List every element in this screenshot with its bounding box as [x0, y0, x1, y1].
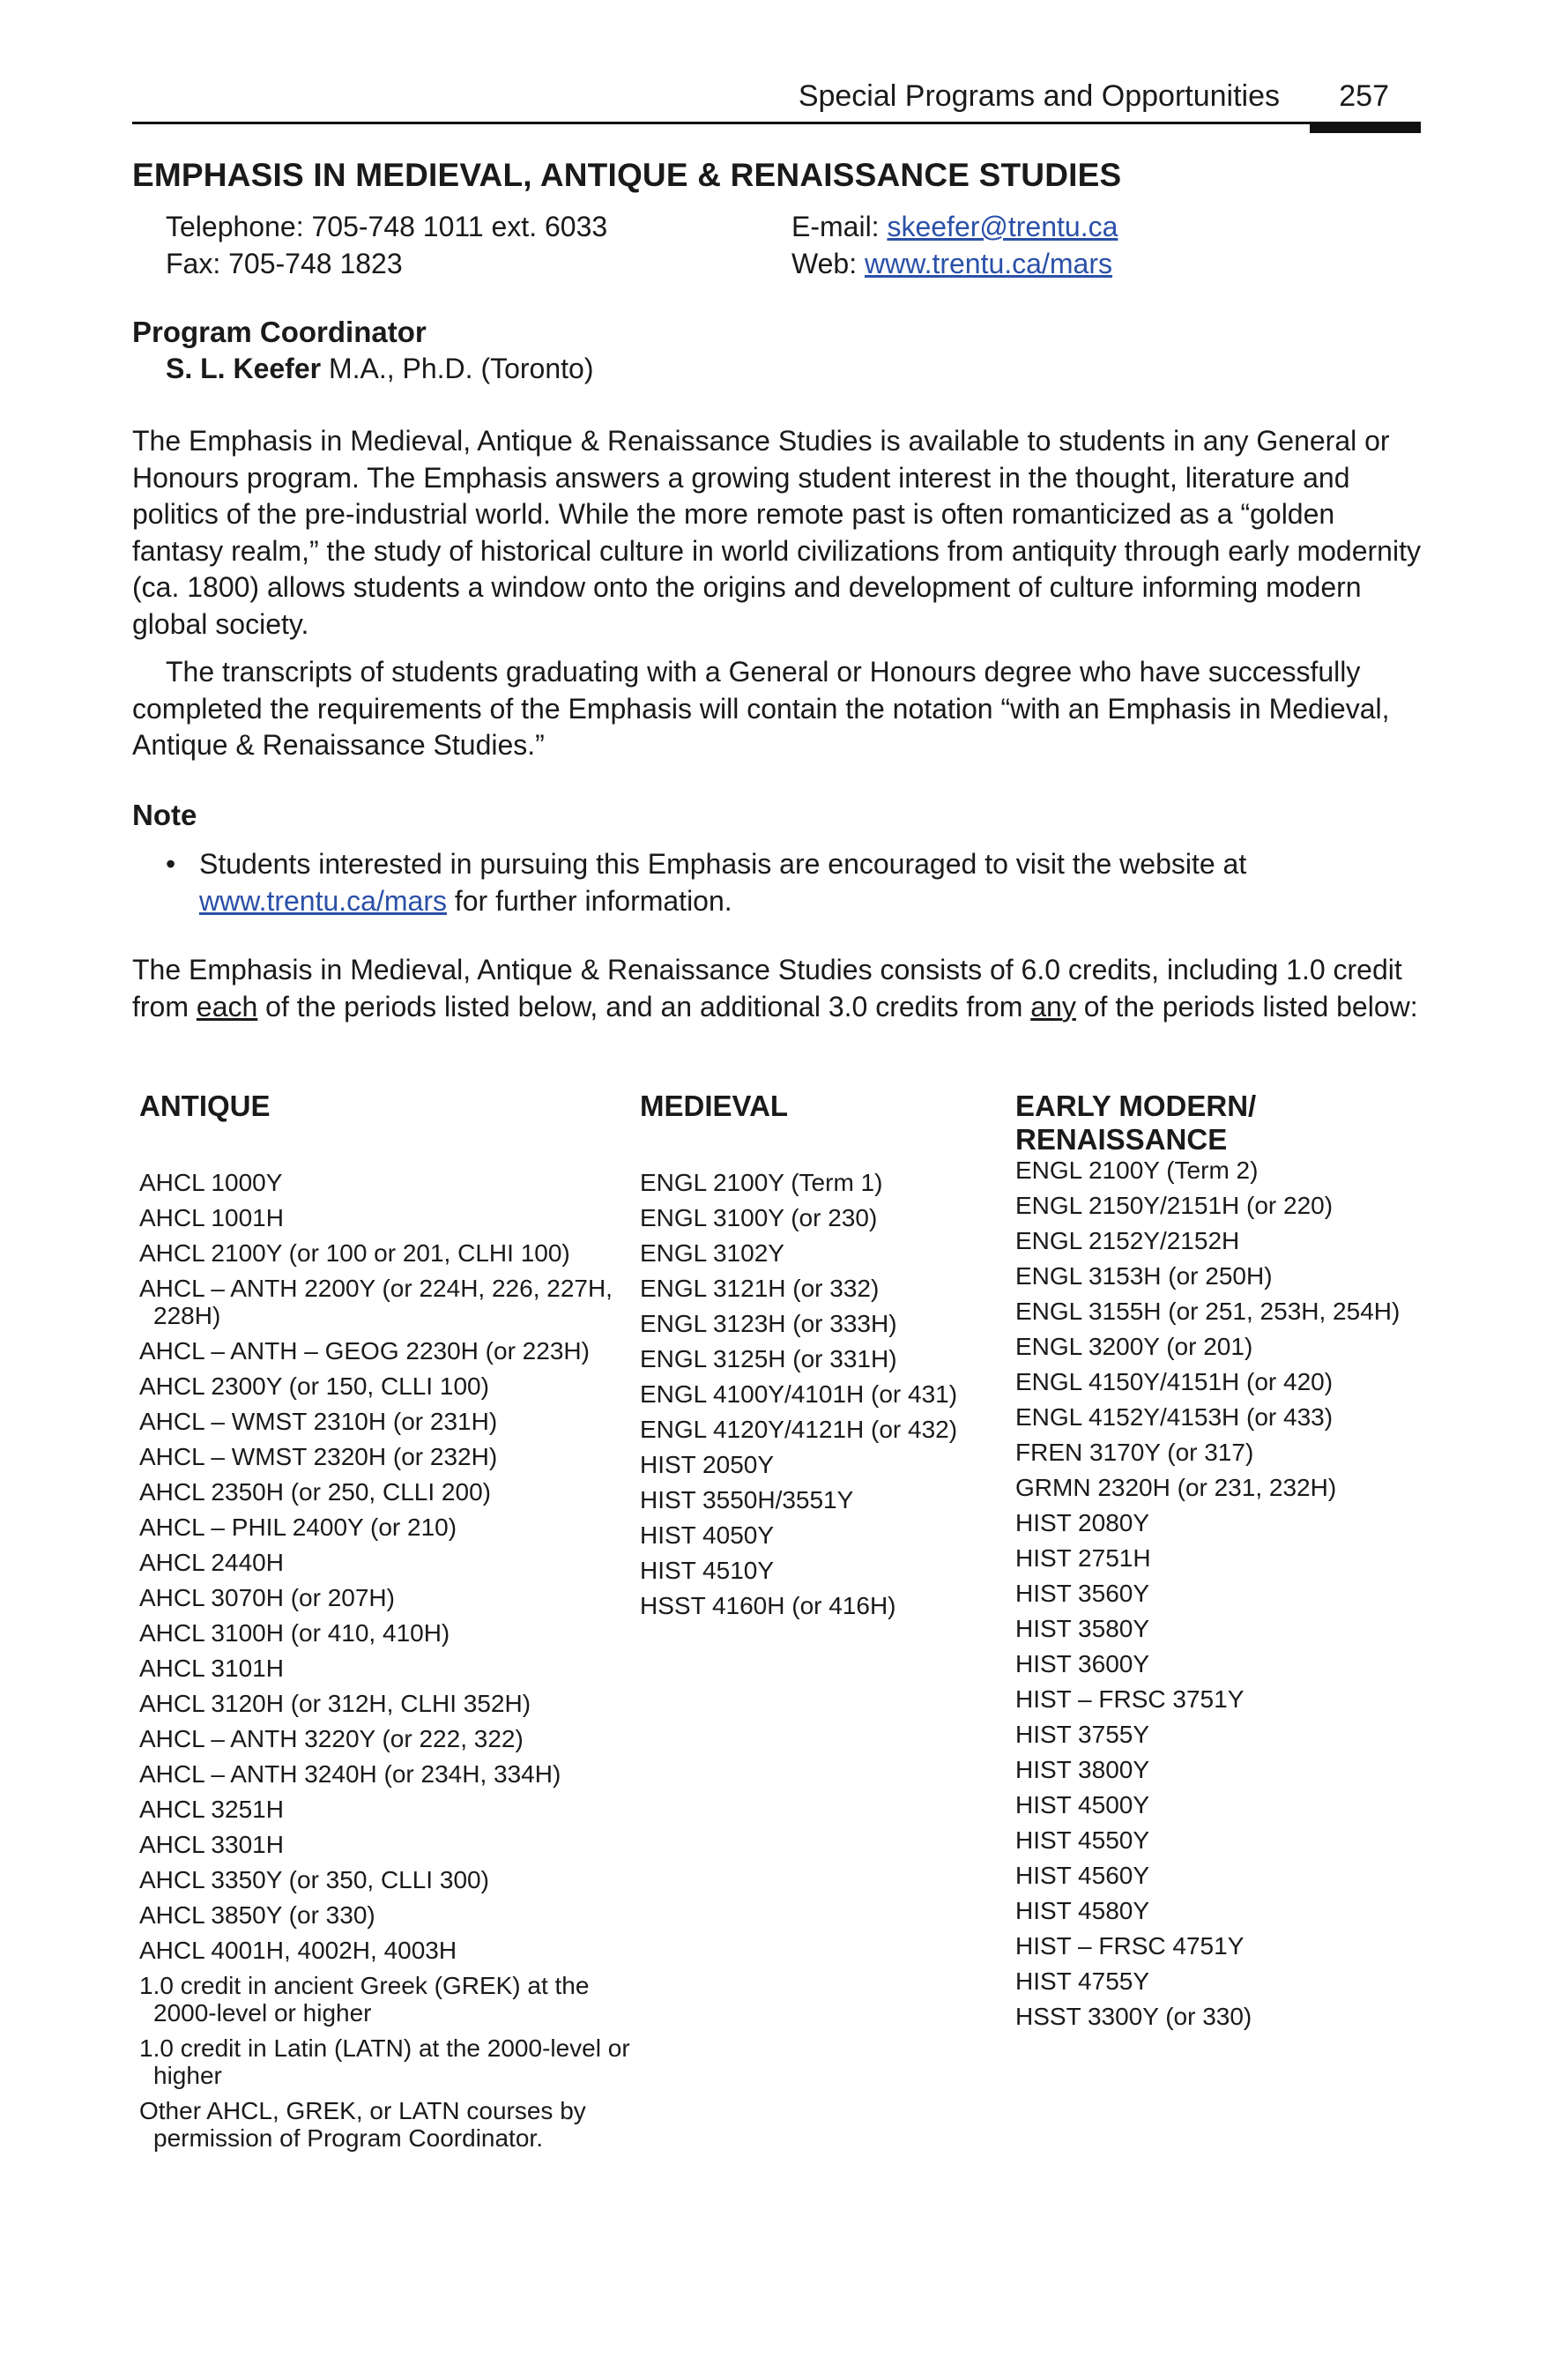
course-list-item: AHCL 3120H (or 312H, CLHI 352H)	[139, 1690, 531, 1717]
course-list-item: AHCL – ANTH 3240H (or 234H, 334H)	[139, 1760, 561, 1788]
course-list-item: HSST 4160H (or 416H)	[640, 1592, 896, 1619]
telephone-text: Telephone: 705-748 1011 ext. 6033	[166, 211, 608, 242]
transcript-paragraph: The transcripts of students graduating with a General or Honours degree who have successfully completed the requirements of the Emphasis will contain the notation “with an Emphasis in Medieval, Antique & Renaissance Studies.”	[132, 656, 1390, 761]
header-accent-bar	[1310, 123, 1421, 133]
coordinator-name: S. L. Keefer	[166, 353, 322, 384]
course-list-item: AHCL – ANTH – GEOG 2230H (or 223H)	[139, 1337, 590, 1365]
header-section-title: Special Programs and Opportunities	[798, 79, 1280, 113]
course-list-item: HIST 2080Y	[1015, 1509, 1150, 1536]
web-link[interactable]: www.trentu.ca/mars	[865, 248, 1112, 279]
course-list-item: AHCL 3070H (or 207H)	[139, 1584, 395, 1611]
course-list-item: ENGL 4120Y/4121H (or 432)	[640, 1416, 958, 1443]
fax-text: Fax: 705-748 1823	[166, 248, 403, 279]
course-list-item: HIST – FRSC 4751Y	[1015, 1932, 1245, 1960]
course-list-item: ENGL 4152Y/4153H (or 433)	[1015, 1403, 1334, 1431]
requirements-text-1: The Emphasis in Medieval, Antique & Renaissance Studies consists of 6.0 credits, including 1.0 credit from	[132, 954, 1402, 1023]
course-list-item: ENGL 2150Y/2151H (or 220)	[1015, 1192, 1334, 1219]
course-list-item: ENGL 3121H (or 332)	[640, 1275, 880, 1302]
page-number: 257	[1339, 79, 1389, 113]
contact-online	[791, 208, 1118, 282]
course-list-item: GRMN 2320H (or 231, 232H)	[1015, 1474, 1337, 1501]
course-list-item: AHCL 4001H, 4002H, 4003H	[139, 1937, 457, 1964]
course-list-item: HSST 3300Y (or 330)	[1015, 2003, 1252, 2030]
course-list-item: AHCL 1000Y	[139, 1169, 283, 1196]
contact-phone-fax	[166, 208, 607, 282]
course-list-item: AHCL – WMST 2320H (or 232H)	[139, 1443, 498, 1470]
course-list-item: HIST 4550Y	[1015, 1826, 1150, 1854]
medieval-column	[640, 1090, 992, 1619]
coordinator-name-line	[166, 353, 593, 385]
early-modern-heading: EARLY MODERN/ RENAISSANCE	[1015, 1090, 1257, 1156]
antique-course-list	[139, 1169, 633, 2160]
course-list-item: HIST 4050Y	[640, 1521, 775, 1549]
course-list-item: 1.0 credit in ancient Greek (GREK) at the 2000-level or higher	[139, 1972, 590, 2027]
course-list-item: HIST 4510Y	[640, 1557, 775, 1584]
course-list-item: HIST 3580Y	[1015, 1615, 1150, 1642]
course-list-item: HIST 4500Y	[1015, 1791, 1150, 1818]
course-list-item: AHCL 2100Y (or 100 or 201, CLHI 100)	[139, 1239, 570, 1267]
course-list-item: FREN 3170Y (or 317)	[1015, 1439, 1254, 1466]
course-list-item: HIST 4560Y	[1015, 1862, 1150, 1889]
note-bullet-item	[166, 846, 1416, 919]
course-list-item: AHCL 3101H	[139, 1655, 284, 1682]
course-list-item: HIST 4755Y	[1015, 1967, 1150, 1995]
email-link[interactable]: skeefer@trentu.ca	[887, 211, 1118, 242]
course-list-item: HIST 4580Y	[1015, 1897, 1150, 1924]
course-list-item: AHCL 3850Y (or 330)	[139, 1901, 375, 1929]
course-list-item: HIST 3550H/3551Y	[640, 1486, 854, 1514]
course-list-item: HIST 2751H	[1015, 1544, 1151, 1572]
course-list-item: 1.0 credit in Latin (LATN) at the 2000-level or higher	[139, 2034, 630, 2089]
antique-heading: ANTIQUE	[139, 1090, 271, 1122]
email-line	[791, 208, 1118, 245]
course-list-item: AHCL 2300Y (or 150, CLLI 100)	[139, 1372, 489, 1400]
course-list-item: AHCL 3100H (or 410, 410H)	[139, 1619, 450, 1647]
early-modern-column	[1015, 1090, 1403, 2030]
email-label: E-mail:	[791, 211, 888, 242]
course-list-item: ENGL 3125H (or 331H)	[640, 1345, 897, 1372]
course-list-item: ENGL 4100Y/4101H (or 431)	[640, 1380, 958, 1408]
course-list-item: AHCL – ANTH 3220Y (or 222, 322)	[139, 1725, 524, 1752]
medieval-heading: MEDIEVAL	[640, 1090, 789, 1122]
course-list-item: HIST 2050Y	[640, 1451, 775, 1478]
course-list-item: ENGL 3100Y (or 230)	[640, 1204, 878, 1231]
course-list-item: AHCL 3301H	[139, 1831, 284, 1858]
course-list-item: AHCL 2350H (or 250, CLLI 200)	[139, 1478, 491, 1506]
course-list-item: AHCL – PHIL 2400Y (or 210)	[139, 1514, 457, 1541]
course-list-item: HIST – FRSC 3751Y	[1015, 1685, 1245, 1713]
course-list-item: ENGL 3123H (or 333H)	[640, 1310, 897, 1337]
course-list-item: HIST 3600Y	[1015, 1650, 1150, 1677]
requirements-each: each	[196, 990, 258, 1023]
course-list-item: AHCL 2440H	[139, 1549, 284, 1576]
course-list-item: HIST 3560Y	[1015, 1580, 1150, 1607]
early-modern-course-list	[1015, 1157, 1400, 2038]
course-list-item: ENGL 3153H (or 250H)	[1015, 1262, 1273, 1290]
note-website-link[interactable]: www.trentu.ca/mars	[199, 884, 447, 917]
requirements-text-2: of the periods listed below, and an additional 3.0 credits from	[257, 990, 1031, 1023]
course-list-item: HIST 3800Y	[1015, 1756, 1150, 1783]
course-list-item: ENGL 3155H (or 251, 253H, 254H)	[1015, 1298, 1401, 1325]
intro-paragraph: The Emphasis in Medieval, Antique & Renaissance Studies is available to students in any General or Honours program. The Emphasis answers a growing student interest in the thought, literature and politics of the pre-industrial world. While the more remote past is often romanticized as a “golden fantasy realm,” the study of historical culture in world civilizations from antiquity through early modernity (ca. 1800) allows students a window onto the origins and development of culture informing modern global society.	[132, 425, 1421, 640]
requirements-paragraph	[132, 952, 1421, 1025]
coordinator-credentials: M.A., Ph.D. (Toronto)	[321, 353, 594, 384]
requirements-any: any	[1030, 990, 1076, 1023]
course-list-item: ENGL 2100Y (Term 1)	[640, 1169, 883, 1196]
coordinator-heading: Program Coordinator	[132, 316, 427, 348]
course-list-item: AHCL – ANTH 2200Y (or 224H, 226, 227H, 228H)	[139, 1275, 613, 1329]
course-list-item: AHCL 3350Y (or 350, CLLI 300)	[139, 1866, 489, 1893]
page-title: EMPHASIS IN MEDIEVAL, ANTIQUE & RENAISSANCE STUDIES	[132, 157, 1122, 193]
web-label: Web:	[791, 248, 865, 279]
course-list-item: AHCL 1001H	[139, 1204, 284, 1231]
course-list-item: ENGL 4150Y/4151H (or 420)	[1015, 1368, 1334, 1395]
course-list-item: AHCL 3251H	[139, 1796, 284, 1823]
course-list-item: AHCL – WMST 2310H (or 231H)	[139, 1408, 498, 1435]
bullet-icon: •	[166, 848, 176, 880]
note-text-before: Students interested in pursuing this Emphasis are encouraged to visit the website at	[199, 848, 1247, 880]
course-list-item: HIST 3755Y	[1015, 1721, 1150, 1748]
requirements-text-3: of the periods listed below:	[1075, 990, 1418, 1023]
antique-column	[139, 1090, 633, 2152]
course-list-item: ENGL 3102Y	[640, 1239, 784, 1267]
note-heading: Note	[132, 799, 197, 831]
course-list-item: ENGL 3200Y (or 201)	[1015, 1333, 1253, 1360]
running-header	[132, 78, 1421, 124]
course-list-item: Other AHCL, GREK, or LATN courses by permission of Program Coordinator.	[139, 2097, 586, 2152]
medieval-course-list	[640, 1169, 957, 1627]
note-text-after: for further information.	[446, 884, 732, 917]
course-list-item: ENGL 2100Y (Term 2)	[1015, 1157, 1259, 1184]
course-list-item: ENGL 2152Y/2152H	[1015, 1227, 1240, 1254]
document-page	[132, 0, 1421, 2380]
web-line	[791, 245, 1118, 282]
